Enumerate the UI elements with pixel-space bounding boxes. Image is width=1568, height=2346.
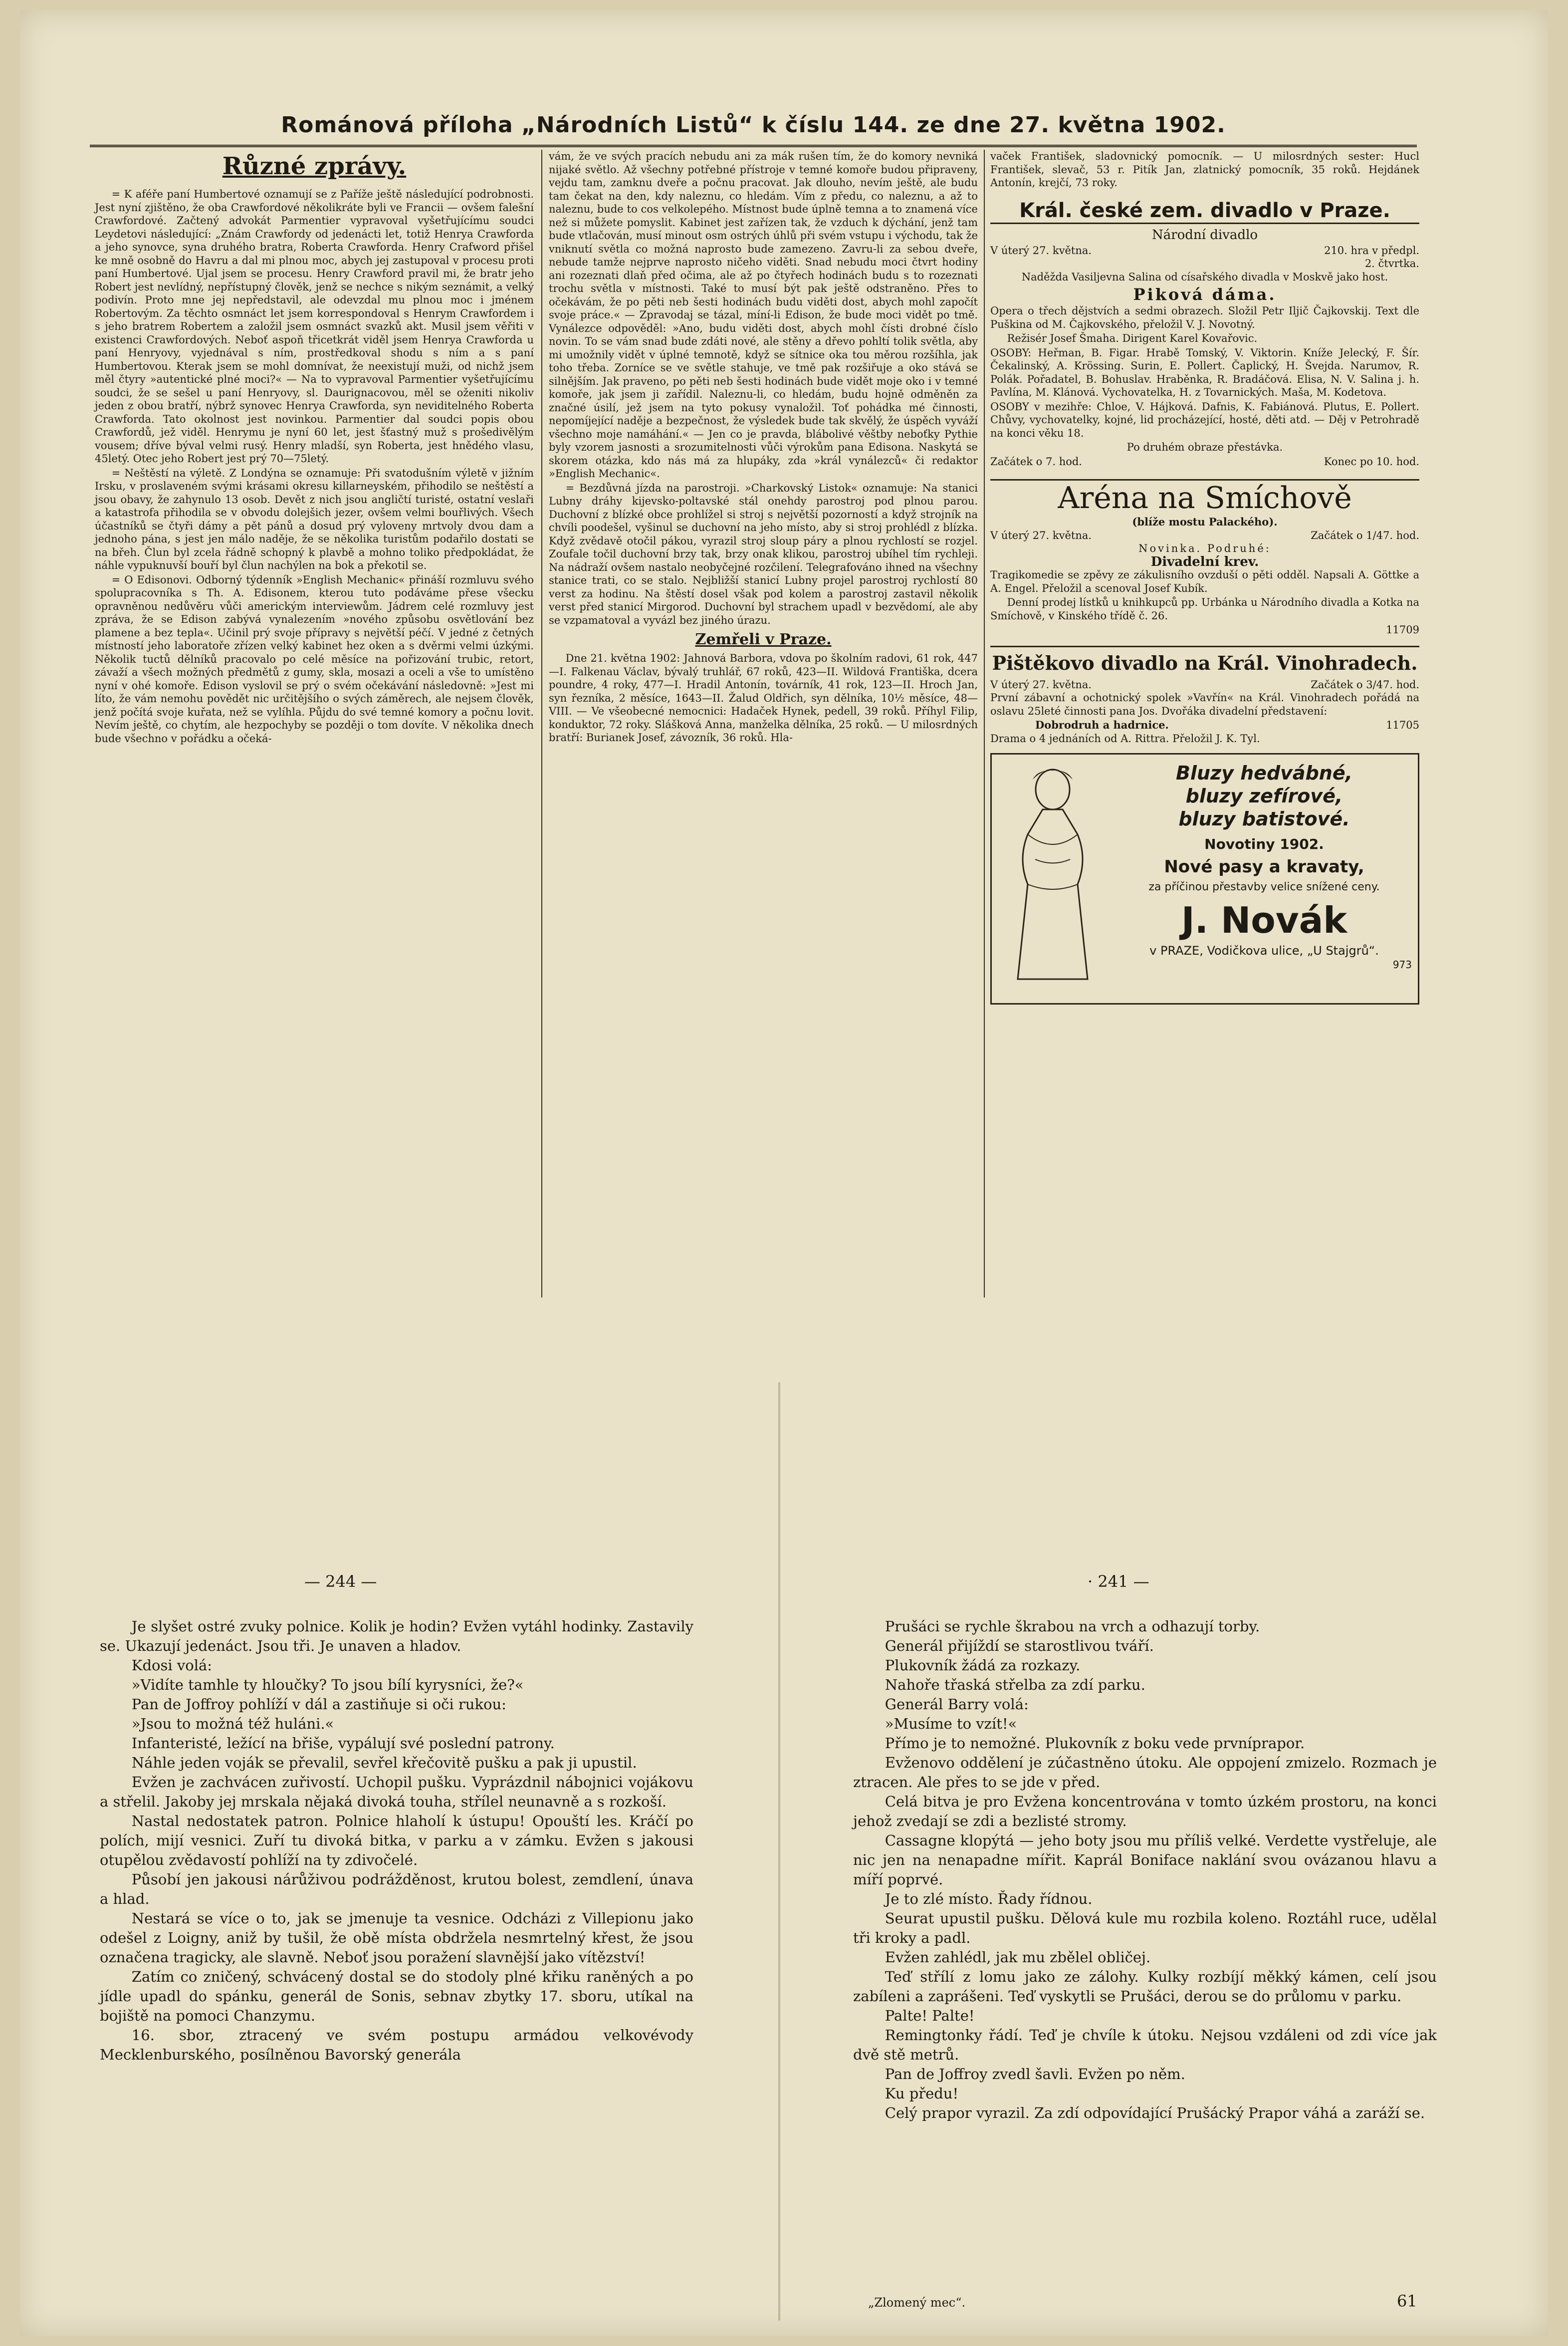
novel-paragraph: Pan de Joffroy zvedl šavli. Evžen po něm. [885, 2066, 1185, 2083]
theatre-quarter: 2. čtvrtka. [1364, 258, 1419, 269]
novel-paragraph: Evženovo oddělení je zúčastněno útoku. Ale oppojení zmizelo. Rozmach je ztracen. Ale přes to se jde v před. [853, 1754, 1437, 1791]
arena-novelty: Novinka. Podruhé: [1138, 542, 1271, 554]
novel-paragraph: »Vidíte tamhle ty hloučky? To jsou bílí kyrysníci, že?« [131, 1676, 524, 1693]
opera-times [990, 455, 1419, 469]
novel-paragraph: Evžen je zachvácen zuřivostí. Uchopil pušku. Vyprázdnil nábojnici vojákovu a střelil. Jakoby jej mrskala nějaká divoká touha, střílel neunavně a s rozkoší. [100, 1774, 693, 1810]
opera-end: Konec po 10. hod. [1324, 455, 1419, 468]
novel-page-left [100, 1617, 693, 2065]
pistek-date-row [990, 678, 1419, 692]
opera-note: Po druhém obraze přestávka. [1126, 441, 1283, 453]
opera-title: Piková dáma. [1133, 285, 1277, 304]
article-locomotive: = Bezdůvná jízda na parostroji. »Charkovský Listok« oznamuje: Na stanici Lubny dráhy kijevsko-poltavské stál onehdy parostroj pod plnou parou. Duchovní z blízké obce prohlížel si stroj s největší pozorností a když strojník na chvíli poodešel, vyšinul se duchovní na jeho místo, aby si stroj prohlédl z blízka. Když zvědavě otočil pákou, vyrazil stroj sloup páry a plnou rychlostí se rozjel. Zoufale točil duchovní brzy tak, brzy onak klikou, parostroj ubíhel tím rychleji. Na nádraží ovšem nastalo neobyčejné rozčilení. Telegrafováno ihned na všechny stanice trati, co se stalo. Nejbližší stanicí Lubny projel parostroj rychlostí 80 verst za hodinu. Na štěstí dosel však pod kolem a parostroj zastavil několik verst před stanicí Mirgorod. Duchovní byl strachem upadl v bezvědomí, ale aby se vzpamatoval a vyvázl bez jiného úrazu. [549, 482, 978, 626]
arena-title: Aréna na Smíchově [990, 479, 1419, 516]
pistek-number: 11705 [1386, 719, 1419, 731]
opera-cast-2: OSOBY v mezihře: Chloe, V. Hájková. Dafnis, K. Fabiánová. Plutus, E. Pollert. Chůvy, vychovatelky, kojné, lid procházející, hosté, děti atd. — Děj v Petrohradě na konci věku 18. [990, 400, 1419, 439]
novel-paragraph: Nestará se více o to, jak se jmenuje ta vesnice. Odcházi z Villepionu jako odešel z Loigny, aniž by tušil, že obě místa obdržela nesmrtelný křest, že jsou označena tragicky, ale slavně. Neboť jsou poražení slavnější jako vítězství! [100, 1910, 693, 1966]
ad-merchant-name: J. Novák [1181, 899, 1347, 941]
novel-paragraph: Seurat upustil pušku. Dělová kule mu rozbila koleno. Roztáhl ruce, udělal tři kroky a padl. [853, 1910, 1437, 1946]
column-divider [541, 150, 542, 1298]
pistek-play-row [990, 719, 1419, 732]
ad-belts: Nové pasy a kravaty, [1164, 857, 1364, 877]
arena-sub: (blíže mostu Palackého). [1132, 516, 1278, 528]
novel-paragraph: Prušáci se rychle škrabou na vrch a odhazují torby. [885, 1618, 1260, 1635]
novel-paragraph: Generál Barry volá: [885, 1696, 1029, 1713]
theatre-guest: Naděžda Vasiljevna Salina od císařského divadla v Moskvě jako host. [1021, 270, 1388, 283]
arena-play: Divadelní krev. [1150, 554, 1259, 569]
arena-date-row [990, 529, 1419, 542]
theatre-title: Král. české zem. divadlo v Praze. [990, 199, 1419, 224]
novel-paragraph: »Jsou to možná též huláni.« [131, 1715, 334, 1732]
novel-paragraph: Infanteristé, ležící na břiše, vypálují své poslední patrony. [131, 1735, 555, 1752]
article-accident: = Neštěstí na výletě. Z Londýna se oznamuje: Při svatodušním výletě v jižním Irsku, v proslaveném svými krásami okresu killarneyském, přihodilo se neštěstí a jsou obavy, že zahynulo 13 osob. Devět z nich jsou angličtí turisté, ostatní veslaři a katastrofa přihodila se v obvodu dolejšich jezer, ovšem velmi bouřlivých. Všech účastníků se čtyři dámy a pět pánů a dosud prý vyloveny mrtvoly dvou dam a jednoho pána, s jest jen málo naděje, že se několika turistům podařilo dostati se na břeh. Člun byl zcela řádně schopný k plavbě a mohno toliko předpokládat, že náhle vypuknuvší bouří byl člun nachýlen na bok a překotil se. [95, 467, 534, 571]
footer-number: 61 [1397, 2292, 1417, 2311]
novel-paragraph: Evžen zahlédl, jak mu zbělel obličej. [885, 1949, 1151, 1966]
column-news-2 [549, 150, 978, 746]
footer-title: „Zlomený mec“. [868, 2296, 966, 2310]
lady-illustration [998, 760, 1108, 984]
deaths-cont: vaček František, sladovnický pomocník. — U milosrdných sester: Hucl František, slevač, 53 r. Pitík Jan, zlatnický pomocník, 35 roků. Hejdánek Antonín, krejčí, 73 roky. [990, 150, 1419, 189]
novel-paragraph: Přímo je to nemožné. Plukovník z boku vede prvníprapor. [885, 1735, 1305, 1752]
column-news [95, 150, 534, 746]
novel-paragraph: Teď střílí z lomu jako ze zálohy. Kulky rozbíjí měkký kámen, celí jsou zabíleni a zaprášeni. Teď vyskytli se Prušáci, derou se do průlomu v parku. [853, 1968, 1437, 2005]
ad-blouse-1: Bluzy hedvábné, [1175, 762, 1353, 784]
theatre-date: V úterý 27. května. [990, 244, 1092, 257]
article-edison-cont: vám, že ve svých pracích nebudu ani za mák rušen tím, že do komory nevniká nijaké světlo. Až všechny potřebné přístroje v temné komoře budou připraveny, vejdu tam, zamknu dveře a počnu pracovat. Jak dlouho, nevím ještě, ale budu tam čekat na den, kdy naleznu, co hledám. Vím z předu, co naleznu, a až to naleznu, bude to cos velkolepého. Místnost bude úplně temna a to znamená více než si můžete pomyslit. Kabinet jest zařízen tak, že vzduch k dýchání, jenž tam bude vtlačován, musí minout osm ostrých úhlů při svém vstupu i východu, tak že vniknutí světla co možná naprosto bude zamezeno. Zavru-li za sebou dveře, nebude tamže nejprve naprosto ničeho viděti. Snad nebudu moci čtvrt hodiny ani rozeznati dlaň před očima, ale až po čtyřech hodinách budu s to rozeznati trochu světla v místnosti. Také to musí být pak ještě odstraněno. Přes to očekávám, že po pěti neb šesti hodinách budu viděti dost, abych mohl započít svoje práce.« — Zpravodaj se tázal, míní-li Edison, že bude moci vidět po tmě. Vynálezce odpověděl: »Ano, budu viděti dost, abych mohl čísti drobné číslo novin. To se vám snad bude zdáti nové, ale stěny a dřevo pohltí tolik světla, aby mi umožnily vidět v úplné temnotě, když se sítnice oka tou měrou rozšíhla, jak toho třeba. Zorníce se ve světle stahuje, ve tmě pak rozšiřuje a oko stává se silnějším. Jak praveno, po pěti neb šesti hodinách bude vidět moje oko i v temné komoře, jak jsem ji zařídil. Naleznu-li, co hledám, budu hojně odměněn za značné úsilí, jež jsem na tyto pokusy vynaložil. Toť pohádka mé činnosti, nepomíjející naděje a bezpečnost, že výsledek bude tak skvělý, že úspěch vyváží všechno moje namáhání.« — Jen co je pravda, blábolivé věštby neboťky Pythie byly vzorem jasnosti a srozumitelnosti vůči výrokům pana Edisona. Naskytá se skorem otázka, kdo nás má za hlupáky, zda »král vynálezců« či redaktor »English Mechanic«. [549, 150, 978, 480]
opera-text: Opera o třech dějstvích a sedmi obrazech. Složil Petr Iljič Čajkovskij. Text dle Puškina od M. Čajkovského, přeložil V. J. Novotný. [990, 305, 1419, 330]
novel-paragraph: Zatím co zničený, schvácený dostal se do stodoly plné křiku raněných a po jídle upadl do spánku, generál de Sonis, sebnav zbytky 17. sboru, utíkal na bojiště na pomoci Chanzymu. [100, 1968, 693, 2024]
arena-text: Tragikomedie se zpěvy ze zákulisního ovzduší o pěti odděl. Napsali A. Göttke a A. Engel. Přeložil a scenoval Josef Kubík. [990, 569, 1419, 594]
theatre-number: 210. hra v předpl. [1324, 244, 1419, 257]
pistek-date: V úterý 27. května. [990, 678, 1092, 691]
novel-paragraph: Ku předu! [885, 2085, 959, 2102]
novel-paragraph: Remingtonky řádí. Teď je chvíle k útoku. Nejsou vzdáleni od zdi více jak dvě stě metrů. [853, 2027, 1437, 2063]
column-divider [984, 150, 985, 1298]
novel-paragraph: Palte! Palte! [885, 2007, 975, 2024]
novel-paragraph: Náhle jeden voják se převalil, sevřel křečovitě pušku a pak ji upustil. [131, 1754, 637, 1771]
ad-novelties: Novotiny 1902. [1204, 836, 1324, 852]
header-rule [90, 145, 1417, 147]
deaths-title: Zemřeli v Praze. [695, 631, 832, 648]
ad-blouse-3: bluzy batistové. [1178, 808, 1350, 830]
arena-tickets: Denní prodej lístků u knihkupců pp. Urbánka u Národního divadla a Kotka na Smíchově, v Kinského třídě č. 26. [990, 596, 1419, 622]
novel-paragraph: Celá bitva je pro Evžena koncentrována v tomto úzkém prostoru, na konci jehož zvedají se zdi a bezlisté stromy. [853, 1793, 1437, 1829]
theatre-sub: Národní divadlo [1151, 227, 1258, 243]
opera-cast: OSOBY: Heřman, B. Figar. Hrabě Tomský, V. Viktorin. Kníže Jelecký, F. Šír. Čekalinský, A. Krössing. Surin, E. Pollert. Čaplický, H. Švejda. Narumov, R. Polák. Pořadatel, B. Bohuslav. Hraběnka, R. Bradáčová. Elisa, N. V. Salina j. h. Pavlína, M. Klánová. Vychovatelka, H. z Tovarnických. Maša, M. Kodetova. [990, 346, 1419, 398]
novel-paragraph: Generál přijíždí se starostlivou tváří. [885, 1637, 1154, 1654]
page-fold [778, 1382, 780, 2321]
novel-paragraph: 16. sbor, ztracený ve svém postupu armádou velkovévody Mecklenburského, posílněnou Bavorský generála [100, 2027, 693, 2063]
page-number-left: — 244 — [304, 1572, 377, 1591]
novel-paragraph: Je slyšet ostré zvuky polnice. Kolik je hodin? Evžen vytáhl hodinky. Zastavily se. Ukazují jedenáct. Jsou tři. Je unaven a hladov. [100, 1618, 693, 1654]
ad-discount: za příčinou přestavby velice snížené ceny. [1148, 881, 1380, 893]
pistek-text: První zábavní a ochotnický spolek »Vavřín« na Král. Vinohradech pořádá na oslavu 25leté činnosti pana Jos. Dvořáka divadelní představení: [990, 692, 1419, 717]
novel-paragraph: Pan de Joffroy pohlíží v dál a zastiňuje si oči rukou: [131, 1696, 506, 1713]
arena-start: Začátek o 1/47. hod. [1311, 529, 1419, 541]
advertisement-text [1117, 762, 1412, 972]
column-announcements [990, 150, 1419, 1005]
novel-paragraph: Kdosi volá: [131, 1657, 213, 1674]
pistek-play: Dobrodruh a hadrnice. [1035, 719, 1169, 731]
ad-address: v PRAZE, Vodičkova ulice, „U Stajgrů“. [1149, 944, 1379, 958]
novel-paragraph: Celý prapor vyrazil. Za zdí odpovídající Prušácký Prapor váhá a zaráží se. [885, 2104, 1425, 2121]
novel-paragraph: Cassagne klopýtá — jeho boty jsou mu příliš velké. Verdette vystřeluje, ale nic jen na nenapadne mířit. Kaprál Boniface naklání svou ovázanou hlavu a míří poprvé. [853, 1832, 1437, 1888]
novel-paragraph: »Musíme to vzít!« [885, 1715, 1017, 1732]
novak-advertisement [990, 753, 1419, 1005]
novel-paragraph: Nahoře třaská střelba za zdí parku. [885, 1676, 1145, 1693]
opera-staff: Režisér Josef Šmaha. Dirigent Karel Kovařovic. [1007, 332, 1258, 344]
page-header: Románová příloha „Národních Listů“ k číslu 144. ze dne 27. května 1902. [281, 112, 1226, 138]
novel-page-right [853, 1617, 1437, 2123]
page-number-right: · 241 — [1088, 1572, 1149, 1591]
novel-paragraph: Nastal nedostatek patron. Polnice hlaholí k ústupu! Opouští les. Kráčí po polích, mijí vesnici. Zuří tu divoká bitka, v parku a v zámku. Evžen s jakousi otupělou zvědavostí pohlíží na ty zdivočelé. [100, 1813, 693, 1868]
opera-start: Začátek o 7. hod. [990, 455, 1082, 468]
arena-date: V úterý 27. května. [990, 529, 1092, 541]
pistek-start: Začátek o 3/47. hod. [1311, 678, 1419, 691]
ad-number: 973 [1392, 959, 1412, 971]
article-humbert: = K aféře paní Humbertové oznamují se z Paříže ještě následující podrobnosti. Jest nyní zjištěno, že oba Crawfordové několikráte byli ve Francii — ovšem falešní Crawfordové. Začtený advokát Parmentier vypravoval vyšetřujícímu soudci Leydetovi následující: „Znám Crawfordy od jedenácti let, totiž Henrya Crawforda a jeho synovce, syna druhého bratra, Roberta Crawforda. Henry Crafword přišel ke mně osobně do Havru a dal mi plnou moc, abych jej zastupoval v procesu proti paní Humbertové. Ujal jsem se procesu. Henry Crawford pravil mi, že bratr jeho Robert jest nevlídný, nepřístupný člověk, jenž se nechce s nikým seznámit, a velký podivín. Proto mne jej nepředstavil, ale odevzdal mu plnou moc i jménem Robertovým. Za těchto osmnáct let jsem korrespondoval s Henrym Crawfordem i s jeho bratrem Robertem a založil jsem osmnáct svazků akt. Musil jsem věřiti v existenci Crawfordových. Neboť aspoň třicetkrát viděl jsem Henrya Crawforda u paní Henryovy, vyjednával s ním, prostředkoval shodu s ním a s paní Humbertovou. Kterak jsem se mohl domnívat, že neexistují muži, od nichž jsem měl čtyry »autentické plné moci?« — Na to vypravoval Parmentier vyšetřujícímu soudci, že se sešel u paní Henryovy, sl. Daurignacovou, měl se oženiti nikoliv jeden z obou bratří, nýbrž synovec Henrya Crawforda, syn neviditelného Roberta Crawforda. Tato okolnost jest novinkou. Parmentier dal soudci popis obou Crawfordů, jež viděl. Henrymu je nyní 60 let, jest šťastný muž s prošedivělým vousem; dříve býval velmi rusý. Henry mladší, syn Roberta, jest hnědého vlasu, 45letý. Otec jeho Robert jest prý 70—75letý. [95, 188, 534, 465]
arena-number: 11709 [1386, 624, 1419, 636]
section-title: Různé zprávy. [222, 152, 407, 180]
novel-paragraph: Působí jen jakousi nárůživou podrážděnost, krutou bolest, zemdlení, únava a hlad. [100, 1871, 693, 1907]
pistek-title: Pištěkovo divadlo na Král. Vinohradech. [990, 646, 1419, 675]
novel-paragraph: Plukovník žádá za rozkazy. [885, 1657, 1081, 1674]
novel-paragraph: Je to zlé místo. Řady řídnou. [885, 1890, 1093, 1907]
pistek-drama: Drama o 4 jednáních od A. Rittra. Přeložil J. K. Tyl. [990, 732, 1260, 745]
theatre-date-row [990, 244, 1419, 258]
ad-blouse-2: bluzy zefírové, [1185, 785, 1343, 807]
article-edison: = O Edisonovi. Odborný týdenník »English Mechanic« přináší rozmluvu svého spolupracovníka s Th. A. Edisonem, kterou tuto podáváme přese všecku opravněnou nedůvěru vůči americkým interviewům. Jádrem celé rozmluvy jest zpráva, že se Edison zabývá vynalezením »nového způsobu osvětlování bez plamene a bez tepla«. Učinil prý svoje přípravy s největší péčí. V jedné z četných místností jeho laboratoře zřízen velký kabinet hez oken a s dvěrmi velmi úzkými. Několik tuctů dělníků pracovalo po celé měsíce na pořizování trubic, retort, závaží a všech možných předmětů z gumy, skla, mosazi a oceli a vše to umístěno nyní v ohé komoře. Edison vyslovil se prý o svém očekávání následovně: »Jest mi líto, že vám nemohu povědět nic určitějšího o svých záměrech, ale nejsem člověk, jenž počítá svoje kuřata, než se vylíhla. Půjdu do své temné komory a počnu lovit. Nevím ještě, co chytím, ale hezpochyby se později o tom dovíte. V několika dnech bude všechno v pořádku a očeká- [95, 573, 534, 745]
deaths-text: Dne 21. května 1902: Jahnová Barbora, vdova po školním radovi, 61 rok, 447—I. Falkenau Václav, bývalý truhlář, 67 roků, 423—II. Wildová Františka, dcera poundre, 4 roky, 477—I. Hradil Antonín, továrník, 41 rok, 123—II. Hroch Jan, syn řezníka, 2 měsíce, 1643—II. Žalud Oldřich, syn dělníka, 10½ měsíce, 48—VIII. — Ve všeobecné nemocnici: Hadaček Hynek, pedell, 39 roků. Příhyl Filip, konduktor, 72 roky. Slášková Anna, manželka dělníka, 25 roků. — U milosrdných bratří: Burianek Josef, závozník, 36 roků. Hla- [549, 652, 978, 744]
